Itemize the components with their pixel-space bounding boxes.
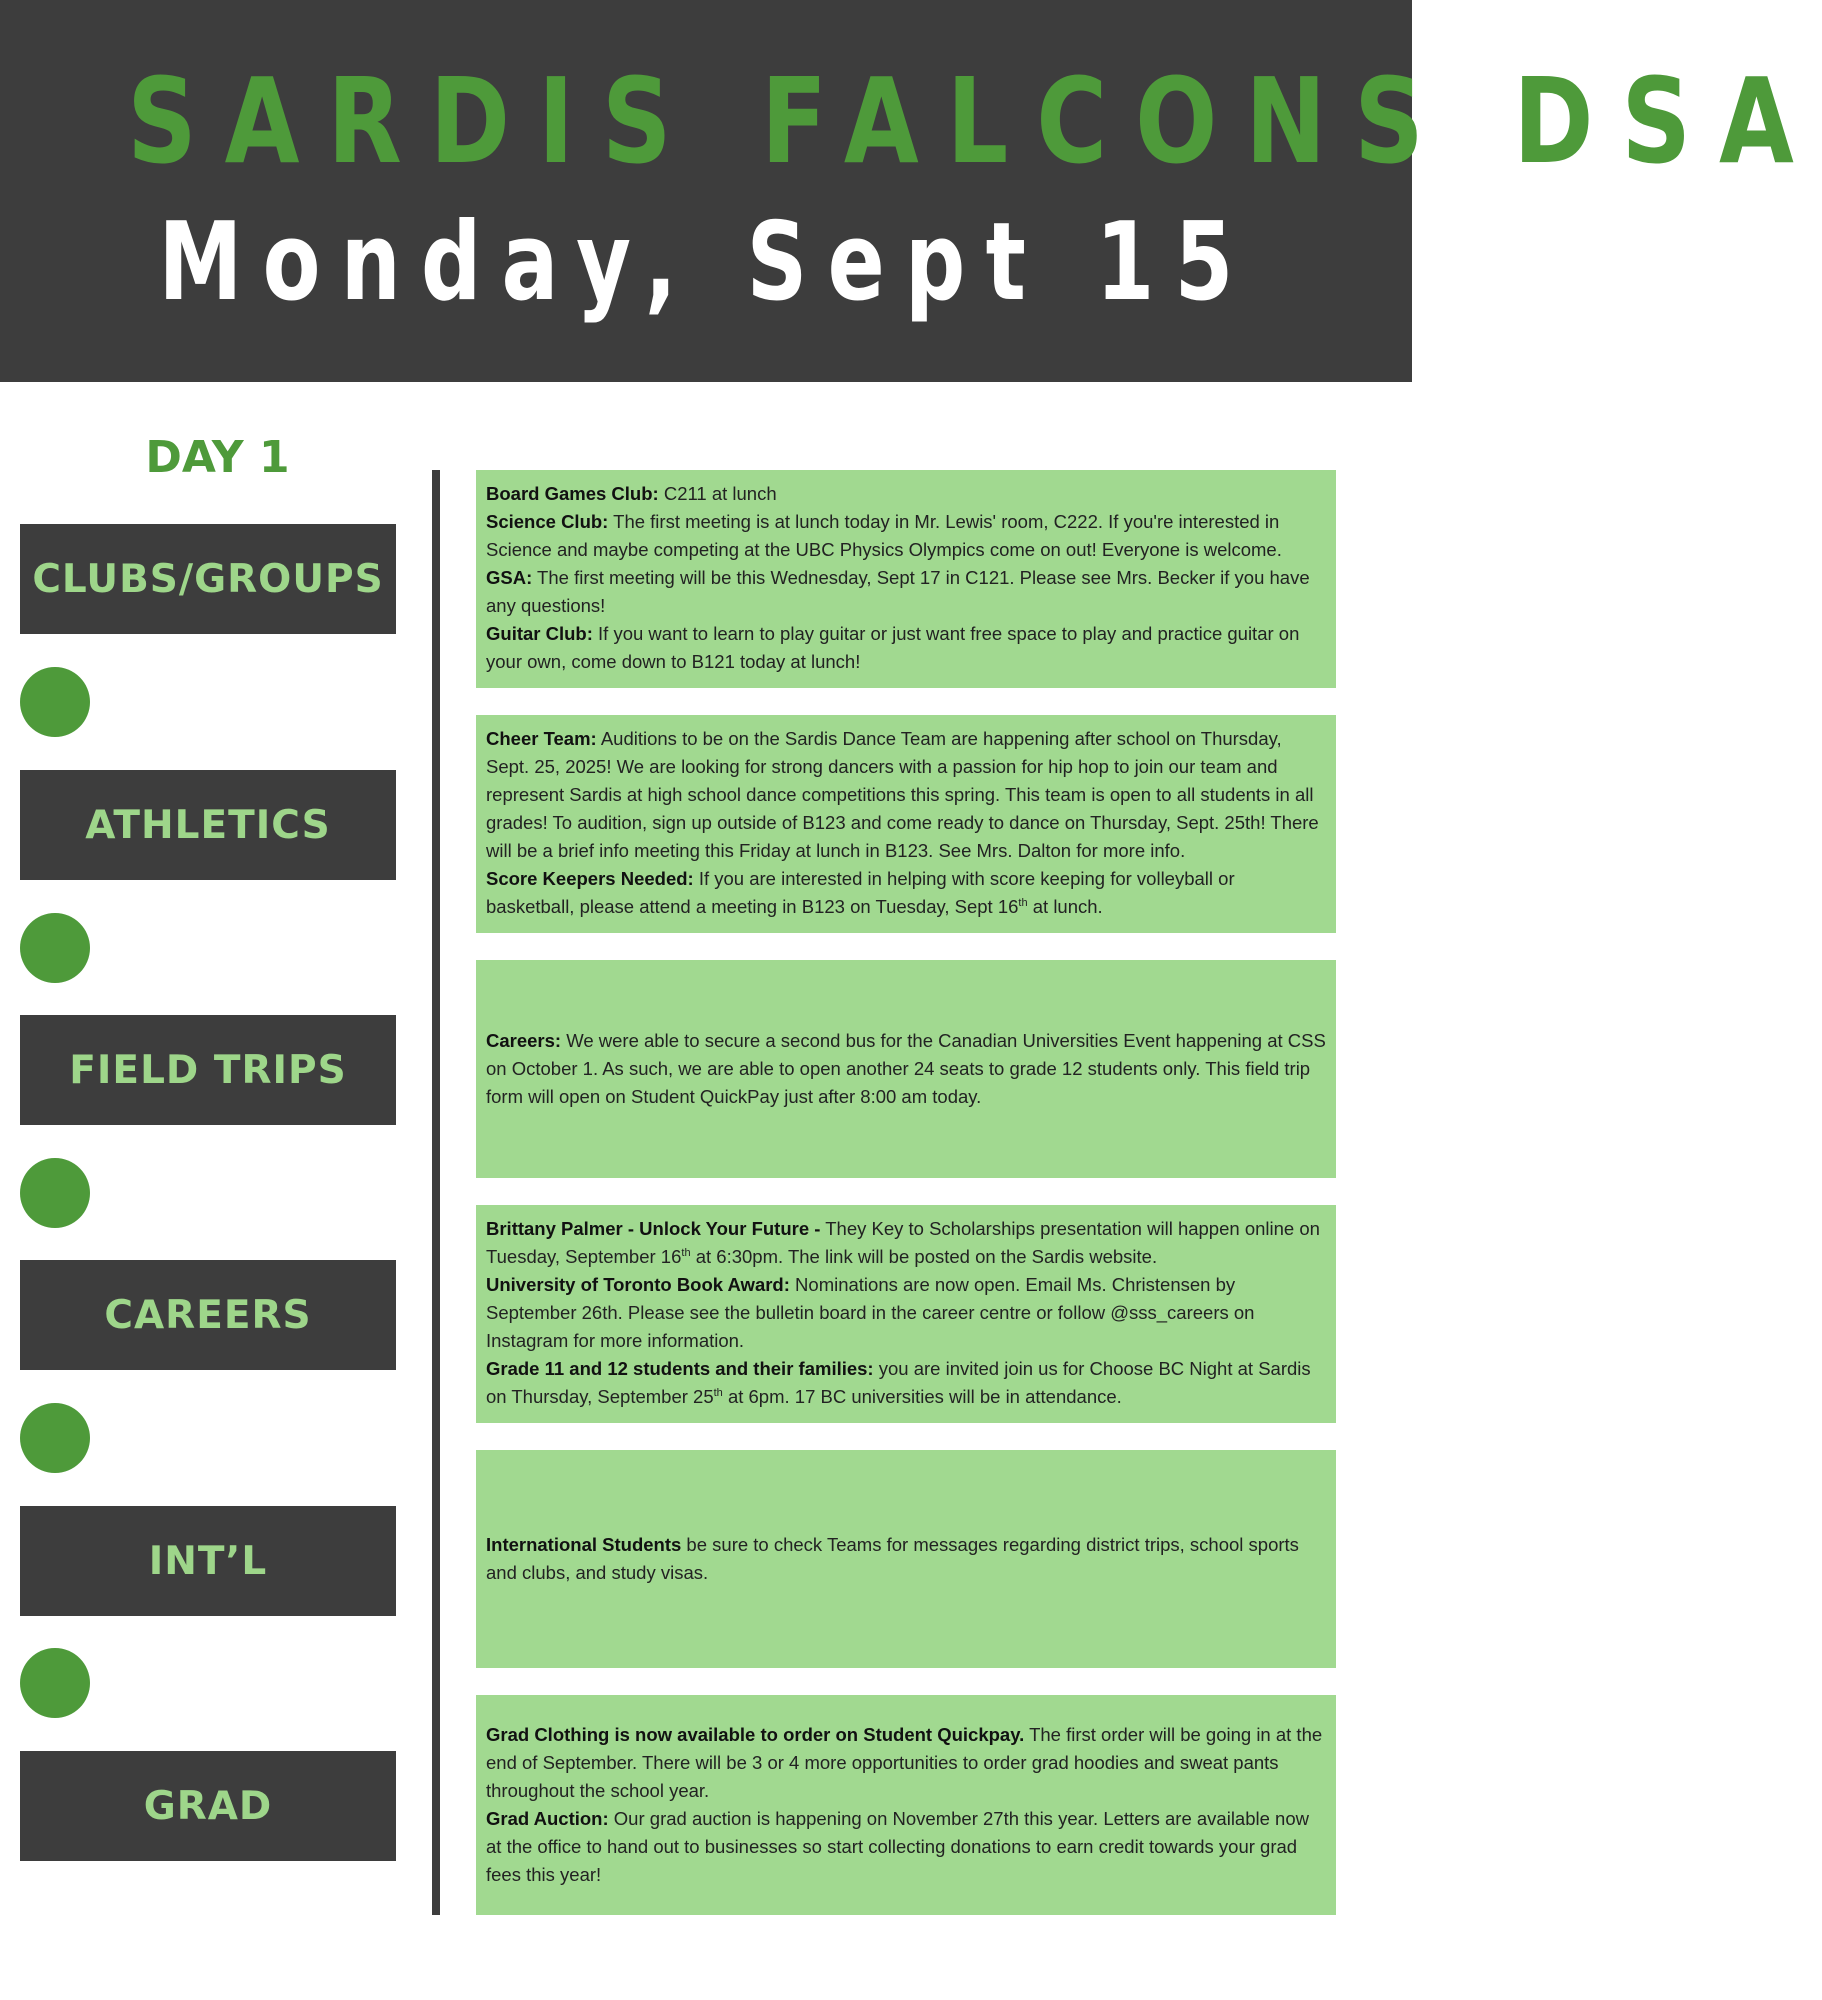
- announcement-title: Guitar Club:: [486, 623, 593, 644]
- announcement: [486, 725, 1326, 865]
- category-athletics: ATHLETICS: [20, 770, 396, 880]
- announcement-text: at 6pm. 17 BC universities will be in attendance.: [722, 1386, 1122, 1407]
- announcement-text: C211 at lunch: [658, 483, 777, 504]
- announcement-text: at 6:30pm. The link will be posted on the Sardis website.: [690, 1246, 1158, 1267]
- announcement-title: Science Club:: [486, 511, 609, 532]
- announcement: [486, 1271, 1326, 1355]
- announcement: [486, 1355, 1326, 1411]
- bullet-dot: [20, 1648, 90, 1718]
- announcement-text: you are invited join us for Choose BC Night at Sardis on Thursday, September 25: [486, 1358, 1311, 1407]
- bullet-dot: [20, 1158, 90, 1228]
- page-title: SARDIS FALCONS DSA: [127, 52, 1822, 190]
- announcement-text: The first meeting is at lunch today in Mr. Lewis' room, C222. If you're interested in Science and maybe competing at the UBC Physics Olympics come on out! Everyone is welcome.: [486, 511, 1282, 560]
- category-careers: CAREERS: [20, 1260, 396, 1370]
- announcement-title: Cheer Team:: [486, 728, 597, 749]
- announcement-text: If you are interested in helping with score keeping for volleyball or basketball, please attend a meeting in B123 on Tuesday, Sept 16: [486, 868, 1235, 917]
- announcement-title: Grad Clothing is now available to order on Student Quickpay.: [486, 1724, 1025, 1745]
- ordinal-suffix: th: [681, 1246, 691, 1259]
- day-label: DAY 1: [145, 432, 290, 483]
- ordinal-suffix: th: [713, 1386, 723, 1399]
- grad-panel: [476, 1695, 1336, 1915]
- page-date: Monday, Sept 15: [158, 200, 1254, 325]
- announcement: [486, 480, 1326, 508]
- announcement-text: Nominations are now open. Email Ms. Christensen by September 26th. Please see the bulletin board in the career centre or follow @sss_careers on Instagram for more information.: [486, 1274, 1255, 1351]
- announcement-text: at lunch.: [1027, 896, 1103, 917]
- bullet-dot: [20, 913, 90, 983]
- announcement: [486, 865, 1326, 921]
- bullet-dot: [20, 1403, 90, 1473]
- announcement: [486, 1805, 1326, 1889]
- ordinal-suffix: th: [1018, 896, 1028, 909]
- announcement-title: Grad Auction:: [486, 1808, 609, 1829]
- announcement-title: Score Keepers Needed:: [486, 868, 694, 889]
- field-trips-panel: [476, 960, 1336, 1178]
- announcement-text: Our grad auction is happening on November 27th this year. Letters are available now at the office to hand out to businesses so start collecting donations to earn credit towards your grad fees this year!: [486, 1808, 1309, 1885]
- announcement-title: Careers:: [486, 1030, 562, 1051]
- announcement-text: The first meeting will be this Wednesday, Sept 17 in C121. Please see Mrs. Becker if you have any questions!: [486, 567, 1310, 616]
- careers-panel: [476, 1205, 1336, 1423]
- announcement-title: Brittany Palmer - Unlock Your Future -: [486, 1218, 821, 1239]
- vertical-divider: [432, 470, 440, 1915]
- announcement: [486, 508, 1326, 564]
- athletics-panel: [476, 715, 1336, 933]
- announcement-title: Grade 11 and 12 students and their families:: [486, 1358, 874, 1379]
- announcement-title: GSA:: [486, 567, 533, 588]
- announcement-text: be sure to check Teams for messages regarding district trips, school sports and clubs, and study visas.: [486, 1534, 1299, 1583]
- announcement: [486, 1215, 1326, 1271]
- announcement-text: If you want to learn to play guitar or just want free space to play and practice guitar on your own, come down to B121 today at lunch!: [486, 623, 1300, 672]
- announcement: [486, 564, 1326, 620]
- announcement-text: They Key to Scholarships presentation will happen online on Tuesday, September 16: [486, 1218, 1320, 1267]
- bullet-dot: [20, 667, 90, 737]
- announcement: [486, 620, 1326, 676]
- announcement-text: We were able to secure a second bus for the Canadian Universities Event happening at CSS on October 1. As such, we are able to open another 24 seats to grade 12 students only. This field trip form will open on Student QuickPay just after 8:00 am today.: [486, 1030, 1326, 1107]
- intl-panel: [476, 1450, 1336, 1668]
- announcement: [486, 1531, 1326, 1587]
- announcement-title: Board Games Club:: [486, 483, 659, 504]
- announcement-title: University of Toronto Book Award:: [486, 1274, 790, 1295]
- announcement-text: The first order will be going in at the end of September. There will be 3 or 4 more opportunities to order grad hoodies and sweat pants throughout the school year.: [486, 1724, 1323, 1801]
- category-clubs-groups: CLUBS/GROUPS: [20, 524, 396, 634]
- announcement: [486, 1027, 1326, 1111]
- announcement-text: Auditions to be on the Sardis Dance Team are happening after school on Thursday, Sept. 25, 2025! We are looking for strong dancers with a passion for hip hop to join our team and represent Sardis at high school dance competitions this spring. This team is open to all students in all grades! To audition, sign up outside of B123 and come ready to dance on Thursday, Sept. 25th! There will be a brief info meeting this Friday at lunch in B123. See Mrs. Dalton for more info.: [486, 728, 1319, 861]
- category-intl: INT’L: [20, 1506, 396, 1616]
- announcement: [486, 1721, 1326, 1805]
- announcement-title: International Students: [486, 1534, 682, 1555]
- header-banner: [0, 0, 1822, 382]
- category-grad: GRAD: [20, 1751, 396, 1861]
- category-field-trips: FIELD TRIPS: [20, 1015, 396, 1125]
- clubs-groups-panel: [476, 470, 1336, 688]
